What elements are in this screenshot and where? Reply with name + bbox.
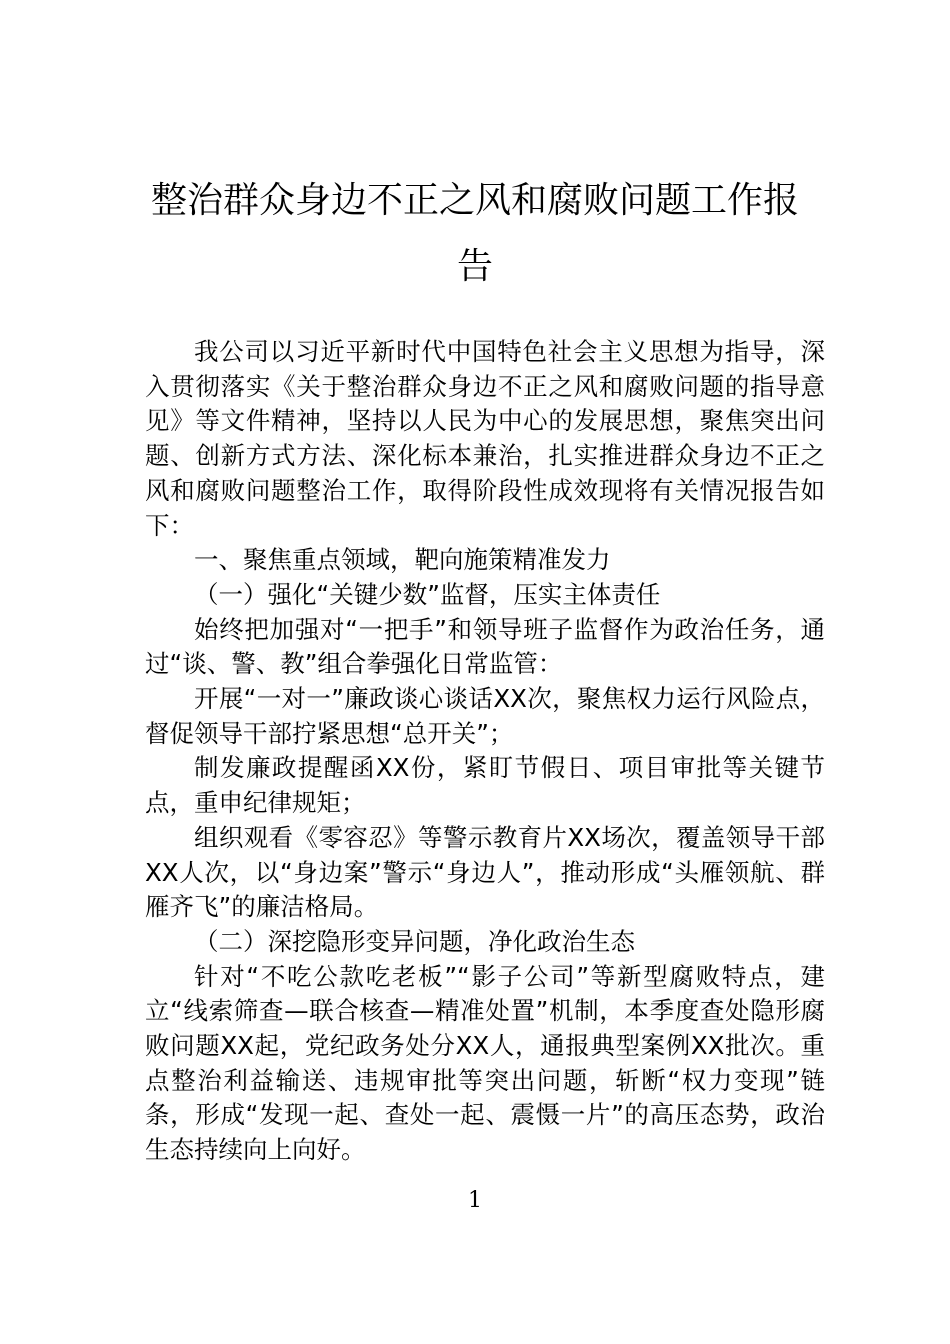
page-number: 1	[468, 1188, 482, 1213]
body-paragraph: 组织观看《零容忍》等警示教育片XX场次，覆盖领导干部XX人次，以“身边案”警示“身边人”，推动形成“头雁领航、群雁齐飞”的廉洁格局。	[145, 822, 825, 922]
body-paragraph: 针对“不吃公款吃老板”“影子公司”等新型腐败特点，建立“线索筛查—联合核查—精准处置”机制，本季度查处隐形腐败问题XX起，党纪政务处分XX人，通报典型案例XX批次。重点整治利益输送、违规审批等突出问题，斩断“权力变现”链条，形成“发现一起、查处一起、震慑一片”的高压态势，政治生态持续向上向好。	[145, 961, 825, 1165]
document-title: 整治群众身边不正之风和腐败问题工作报告	[150, 180, 799, 287]
body-paragraph: 始终把加强对“一把手”和领导班子监督作为政治任务，通过“谈、警、教”组合拳强化日常监管：	[145, 614, 825, 679]
section-heading-1: 一、聚焦重点领域，靶向施策精准发力	[194, 545, 611, 575]
intro-paragraph: 我公司以习近平新时代中国特色社会主义思想为指导，深入贯彻落实《关于整治群众身边不正之风和腐败问题的指导意见》等文件精神，坚持以人民为中心的发展思想，聚焦突出问题、创新方式方法、深化标本兼治，扎实推进群众身边不正之风和腐败问题整治工作，取得阶段性成效现将有关情况报告如下：	[145, 337, 825, 540]
body-paragraph: 制发廉政提醒函XX份，紧盯节假日、项目审批等关键节点，重申纪律规矩；	[145, 753, 825, 818]
subsection-heading-1: （一）强化“关键少数”监督，压实主体责任	[194, 579, 661, 609]
subsection-heading-2: （二）深挖隐形变异问题，净化政治生态	[194, 926, 635, 956]
document-body	[145, 335, 825, 1168]
body-paragraph: 开展“一对一”廉政谈心谈话XX次，聚焦权力运行风险点，督促领导干部拧紧思想“总开关”；	[145, 684, 825, 748]
